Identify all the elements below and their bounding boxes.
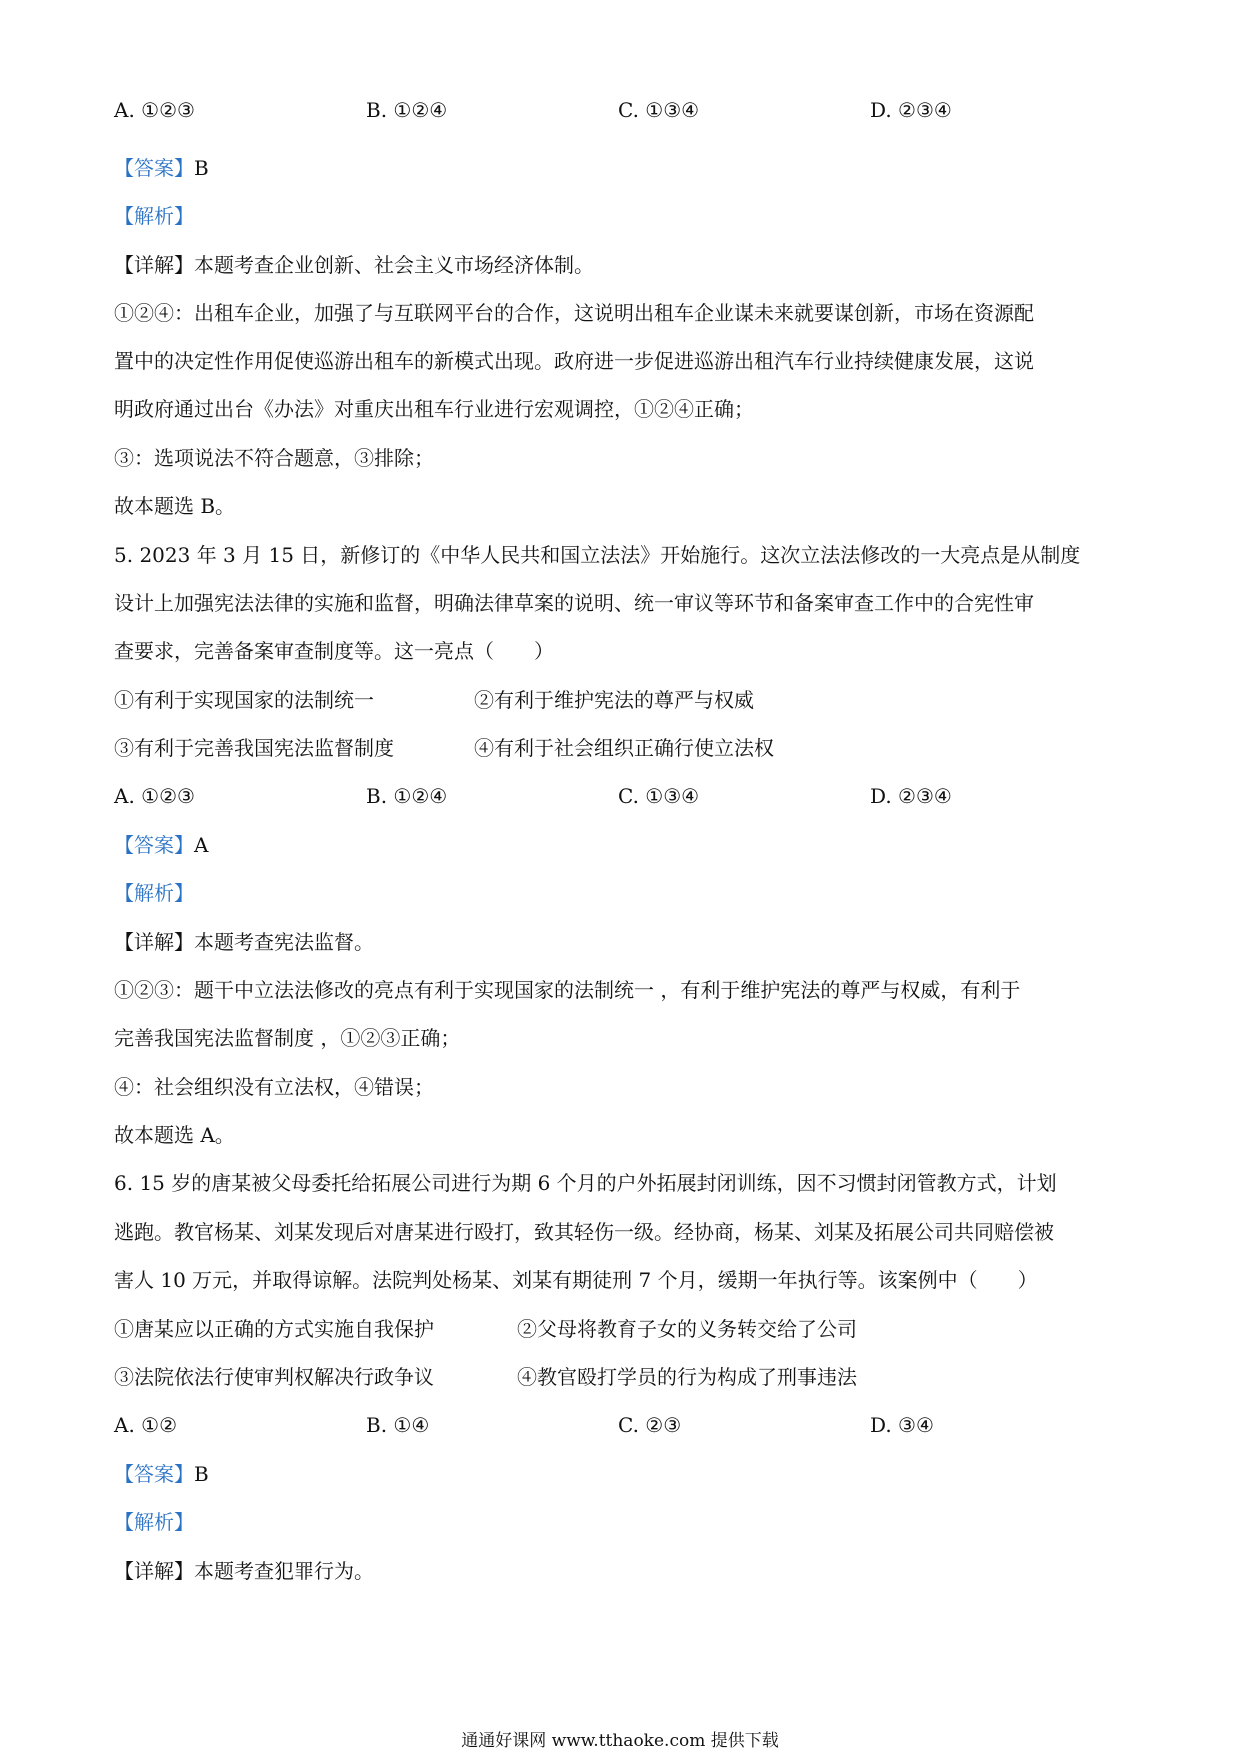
question-stem: 害人 10 万元，并取得谅解。法院判处杨某、刘某有期徒刑 7 个月，缓期一年执行等。该案例中（ ） <box>114 1268 1038 1292</box>
explanation-line: 故本题选 B。 <box>114 494 236 518</box>
explanation-line: 故本题选 A。 <box>114 1123 235 1147</box>
option-a: A. ①②③ <box>114 98 195 122</box>
answer-line <box>114 831 1124 859</box>
detail-line: 【详解】本题考查企业创新、社会主义市场经济体制。 <box>114 253 594 277</box>
answer-line <box>114 154 1124 182</box>
explanation-line: ③：选项说法不符合题意，③排除； <box>114 446 434 470</box>
answer-value: B <box>194 156 209 180</box>
page-footer: 通通好课网 www.tthaoke.com 提供下载 <box>461 1731 779 1751</box>
detail-line: 【详解】本题考查犯罪行为。 <box>114 1559 374 1583</box>
detail-line: 【详解】本题考查宪法监督。 <box>114 930 374 954</box>
option-b: B. ①②④ <box>366 784 448 808</box>
explanation-line: 置中的决定性作用促使巡游出租车的新模式出现。政府进一步促进巡游出租汽车行业持续健康发展，这说 <box>114 349 1034 373</box>
answer-line <box>114 1460 1124 1488</box>
statement-item: ①有利于实现国家的法制统一 <box>114 688 374 712</box>
analysis-tag: 【解析】 <box>114 1510 194 1534</box>
option-d: D. ③④ <box>870 1413 934 1437</box>
option-b: B. ①④ <box>366 1413 430 1437</box>
statement-item: ②父母将教育子女的义务转交给了公司 <box>517 1317 857 1341</box>
option-c: C. ①③④ <box>618 784 700 808</box>
option-d: D. ②③④ <box>870 98 952 122</box>
question-stem: 逃跑。教官杨某、刘某发现后对唐某进行殴打，致其轻伤一级。经协商，杨某、刘某及拓展公司共同赔偿被 <box>114 1220 1054 1244</box>
answer-value: A <box>194 833 209 857</box>
option-c: C. ②③ <box>618 1413 682 1437</box>
question-stem: 5. 2023 年 3 月 15 日，新修订的《中华人民共和国立法法》开始施行。这次立法法修改的一大亮点是从制度 <box>114 543 1081 567</box>
statement-item: ①唐某应以正确的方式实施自我保护 <box>114 1317 434 1341</box>
statement-item: ③有利于完善我国宪法监督制度 <box>114 736 394 760</box>
answer-value: B <box>194 1462 209 1486</box>
statement-item: ③法院依法行使审判权解决行政争议 <box>114 1365 434 1389</box>
option-c: C. ①③④ <box>618 98 700 122</box>
question-stem: 6. 15 岁的唐某被父母委托给拓展公司进行为期 6 个月的户外拓展封闭训练，因不习惯封闭管教方式，计划 <box>114 1171 1057 1195</box>
answer-tag: 【答案】 <box>114 156 194 180</box>
statement-item: ④有利于社会组织正确行使立法权 <box>474 736 774 760</box>
explanation-line: ①②③：题干中立法法修改的亮点有利于实现国家的法制统一 ，有利于维护宪法的尊严与权威，有利于 <box>114 978 1021 1002</box>
explanation-line: ①②④：出租车企业，加强了与互联网平台的合作，这说明出租车企业谋未来就要谋创新，市场在资源配 <box>114 301 1034 325</box>
option-b: B. ①②④ <box>366 98 448 122</box>
explanation-line: 完善我国宪法监督制度 ，①②③正确； <box>114 1026 461 1050</box>
option-d: D. ②③④ <box>870 784 952 808</box>
statement-item: ②有利于维护宪法的尊严与权威 <box>474 688 754 712</box>
analysis-tag: 【解析】 <box>114 204 194 228</box>
answer-tag: 【答案】 <box>114 833 194 857</box>
option-a: A. ①② <box>114 1413 178 1437</box>
statement-item: ④教官殴打学员的行为构成了刑事违法 <box>517 1365 857 1389</box>
answer-tag: 【答案】 <box>114 1462 194 1486</box>
analysis-tag: 【解析】 <box>114 881 194 905</box>
question-stem: 设计上加强宪法法律的实施和监督，明确法律草案的说明、统一审议等环节和备案审查工作中的合宪性审 <box>114 591 1034 615</box>
explanation-line: ④：社会组织没有立法权，④错误； <box>114 1075 434 1099</box>
option-a: A. ①②③ <box>114 784 195 808</box>
explanation-line: 明政府通过出台《办法》对重庆出租车行业进行宏观调控，①②④正确； <box>114 397 754 421</box>
question-stem: 查要求，完善备案审查制度等。这一亮点（ ） <box>114 639 554 663</box>
